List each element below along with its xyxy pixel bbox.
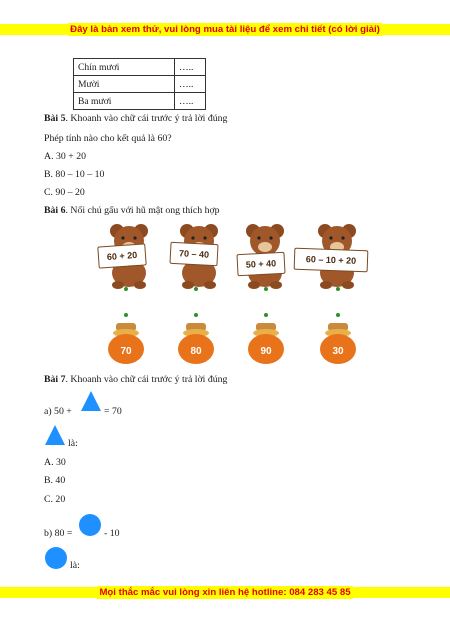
circle-icon bbox=[78, 513, 102, 537]
bai5-option-a: A. 30 + 20 bbox=[44, 151, 86, 162]
match-dot[interactable] bbox=[194, 287, 198, 291]
bear-sign: 60 + 20 bbox=[97, 243, 146, 268]
bai5-question: Phép tính nào cho kết quả là 60? bbox=[44, 133, 172, 144]
hotline-banner-text: Mọi thắc mắc vui lòng xin liên hệ hotline: 084 283 45 85 bbox=[99, 587, 351, 598]
table-row bbox=[74, 76, 206, 93]
bai5-title: Bài 5 bbox=[44, 113, 66, 124]
pot-number: 70 bbox=[120, 346, 132, 357]
bai5-heading bbox=[44, 113, 227, 124]
pot-number: 90 bbox=[260, 346, 272, 357]
bear-sign: 70 – 40 bbox=[169, 242, 218, 266]
table-cell-blank: ….. bbox=[175, 93, 206, 110]
hotline-banner bbox=[0, 587, 450, 598]
bai5-instruction: . Khoanh vào chữ cái trước ý trả lời đúng bbox=[65, 113, 228, 124]
bai7-option-a: A. 30 bbox=[44, 457, 66, 468]
honey-pot-icon bbox=[106, 321, 146, 365]
match-dot[interactable] bbox=[264, 287, 268, 291]
bai7-instruction: . Khoanh vào chữ cái trước ý trả lời đúng bbox=[65, 374, 228, 385]
triangle-icon bbox=[44, 424, 66, 446]
table-cell-word: Mười bbox=[74, 76, 175, 93]
table-cell-blank: ….. bbox=[175, 76, 206, 93]
bear-sign: 50 + 40 bbox=[236, 252, 285, 276]
honey-pot-icon bbox=[176, 321, 216, 365]
preview-banner-text: Đây là bản xem thử, vui lòng mua tài liệu để xem chi tiết (có lời giải) bbox=[70, 24, 380, 35]
table-cell-word: Ba mươi bbox=[74, 93, 175, 110]
number-word-table bbox=[73, 58, 206, 110]
match-dot[interactable] bbox=[194, 313, 198, 317]
bai7-a-suffix: = 70 bbox=[104, 406, 122, 417]
bai5-option-b: B. 80 – 10 – 10 bbox=[44, 169, 105, 180]
triangle-icon bbox=[80, 390, 102, 412]
bai5-option-c: C. 90 – 20 bbox=[44, 187, 85, 198]
match-dot[interactable] bbox=[124, 287, 128, 291]
bai7-title: Bài 7 bbox=[44, 374, 66, 385]
match-dot[interactable] bbox=[264, 313, 268, 317]
honey-pot-icon bbox=[318, 321, 358, 365]
bai7-b-suffix: - 10 bbox=[104, 528, 120, 539]
table-row bbox=[74, 59, 206, 76]
bai7-b-prefix: b) 80 = bbox=[44, 528, 73, 539]
table-row bbox=[74, 93, 206, 110]
bai6-title: Bài 6 bbox=[44, 205, 66, 216]
match-dot[interactable] bbox=[336, 287, 340, 291]
bai7-a-prefix: a) 50 + bbox=[44, 406, 72, 417]
preview-banner bbox=[0, 24, 450, 35]
bai7-b-la: là: bbox=[70, 560, 80, 571]
table-cell-blank: ….. bbox=[175, 59, 206, 76]
match-dot[interactable] bbox=[124, 313, 128, 317]
honey-pot-icon bbox=[246, 321, 286, 365]
match-dot[interactable] bbox=[336, 313, 340, 317]
bai7-option-c: C. 20 bbox=[44, 494, 66, 505]
bear-honey-matching bbox=[92, 221, 368, 371]
bai6-heading bbox=[44, 205, 220, 216]
bai6-instruction: . Nối chú gấu với hũ mật ong thích hợp bbox=[65, 205, 220, 216]
bear-sign: 60 – 10 + 20 bbox=[294, 248, 369, 273]
bai7-a-la: là: bbox=[68, 438, 78, 449]
bai7-heading bbox=[44, 374, 227, 385]
table-cell-word: Chín mươi bbox=[74, 59, 175, 76]
pot-number: 80 bbox=[190, 346, 202, 357]
pot-number: 30 bbox=[332, 346, 344, 357]
circle-icon bbox=[44, 546, 68, 570]
bai7-option-b: B. 40 bbox=[44, 475, 66, 486]
